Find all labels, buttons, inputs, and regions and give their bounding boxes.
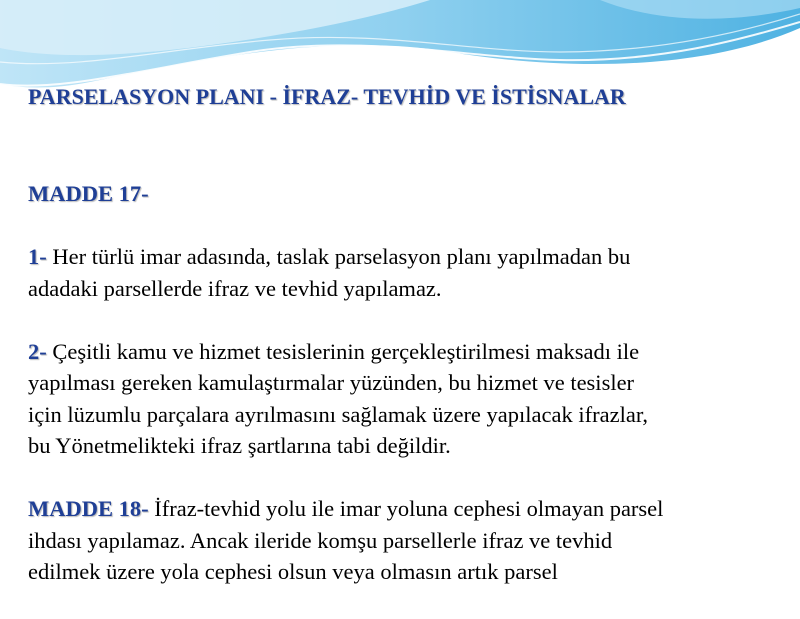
madde-18-label: MADDE 18- xyxy=(28,496,149,521)
header-wave-decoration xyxy=(0,0,800,95)
paragraph-line: yapılması gereken kamulaştırmalar yüzünden, bu hizmet ve tesisler xyxy=(28,370,635,395)
paragraph-line xyxy=(28,336,793,368)
paragraph-line: adadaki parsellerde ifraz ve tevhid yapılamaz. xyxy=(28,275,442,301)
paragraph-line: için lüzumlu parçalara ayrılmasını sağlamak üzere yapılacak ifrazlar, xyxy=(28,401,649,427)
paragraph-text: Her türlü imar adasında, taslak parselasyon planı yapılmadan bu xyxy=(46,244,631,269)
madde-18-paragraph xyxy=(28,493,793,588)
slide-body xyxy=(28,178,793,619)
paragraph-text: İfraz-tevhid yolu ile imar yoluna cephesi olmayan parsel xyxy=(148,496,664,521)
madde-17-paragraph-1 xyxy=(28,241,793,304)
paragraph-line xyxy=(28,493,793,525)
item-number: 2- xyxy=(28,338,47,364)
madde-17-paragraph-2 xyxy=(28,336,793,462)
paragraph-line: ihdası yapılamaz. Ancak ileride komşu parsellerle ifraz ve tevhid xyxy=(28,527,613,553)
paragraph-line: bu Yönetmelikteki ifraz şartlarına tabi değildir. xyxy=(28,433,451,458)
paragraph-line: edilmek üzere yola cephesi olsun veya olmasın artık parsel xyxy=(28,559,558,584)
madde-17-label: MADDE 17- xyxy=(28,181,149,206)
item-number: 1- xyxy=(28,244,47,269)
madde-17-heading xyxy=(28,178,793,210)
paragraph-line xyxy=(28,241,793,273)
slide-title: PARSELASYON PLANI - İFRAZ- TEVHİD VE İSTİSNALAR xyxy=(28,84,626,109)
paragraph-text: Çeşitli kamu ve hizmet tesislerinin gerçekleştirilmesi maksadı ile xyxy=(46,338,640,364)
